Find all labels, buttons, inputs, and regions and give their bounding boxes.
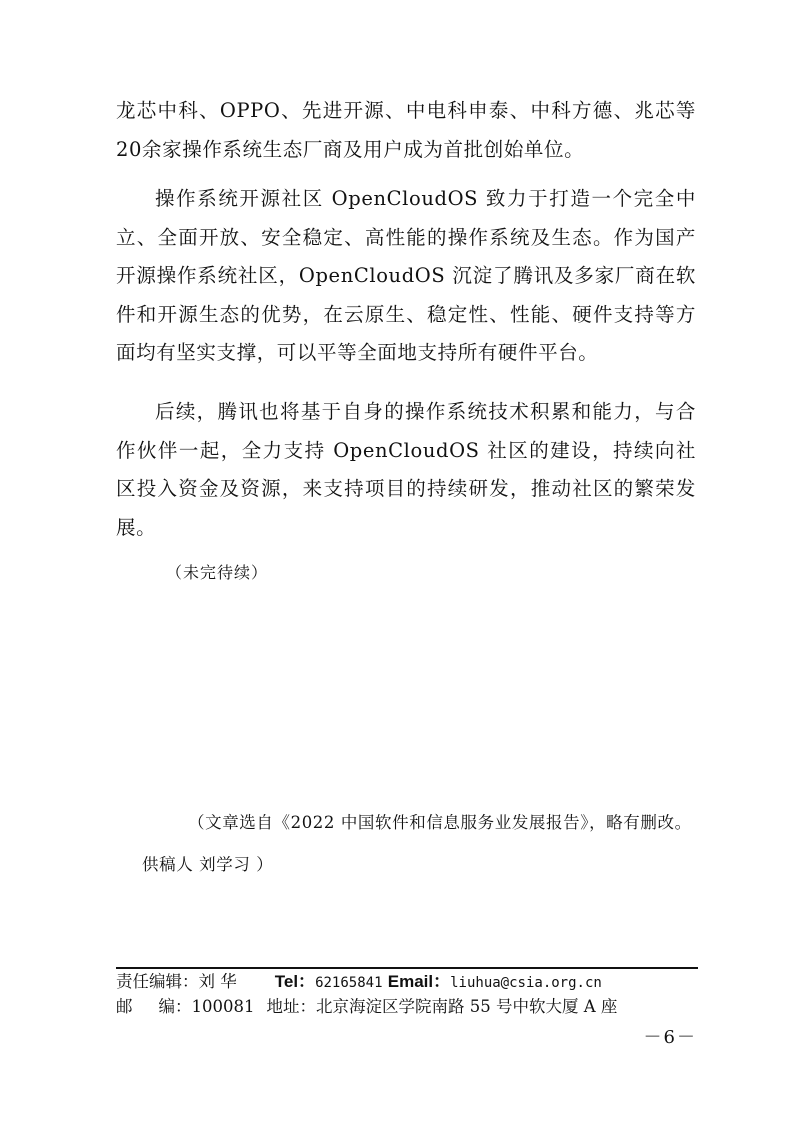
source-line-1: （文章选自《2022 中国软件和信息服务业发展报告》，略有删改。 xyxy=(188,813,692,832)
article-body xyxy=(116,92,696,169)
editor-label: 责任编辑： xyxy=(116,972,199,991)
paragraph-1: 龙芯中科、OPPO、先进开源、中电科申泰、中科方德、兆芯等20余家操作系统生态厂商及用户成为首批创始单位。 xyxy=(116,99,696,161)
to-be-continued: （未完待续） xyxy=(166,563,269,582)
source-line-2: 供稿人 刘学习 ） xyxy=(142,855,274,874)
footer-row-contact xyxy=(116,970,706,995)
address-value: 北京海淀区学院南路 55 号中软大厦 A 座 xyxy=(316,997,618,1016)
paragraph-2: 操作系统开源社区 OpenCloudOS 致力于打造一个完全中立、全面开放、安全稳定、高性能的操作系统及生态。作为国产开源操作系统社区，OpenCloudOS 沉淀了腾讯及多家厂商在软件和开源生态的优势，在云原生、稳定性、性能、硬件支持等方面均有坚实支撑，可以平等全面地支持所有硬件平台。 xyxy=(116,187,696,364)
paragraph-3: 后续，腾讯也将基于自身的操作系统技术积累和能力，与合作伙伴一起，全力支持 OpenCloudOS 社区的建设，持续向社区投入资金及资源，来支持项目的持续研发，推动社区的繁荣发展。 xyxy=(116,400,696,539)
footer xyxy=(116,970,706,1019)
email-link[interactable]: liuhua@csia.org.cn xyxy=(450,975,602,991)
article-body-2 xyxy=(116,180,696,373)
page-number: －6－ xyxy=(643,1027,697,1048)
postcode-value: 100081 xyxy=(191,997,255,1016)
source-note xyxy=(116,802,716,886)
email-label: Email： xyxy=(387,972,451,991)
footer-row-address xyxy=(116,995,706,1019)
postcode-label: 邮编： xyxy=(116,997,192,1016)
tel-value: 62165841 xyxy=(315,975,383,991)
editor-name: 刘 华 xyxy=(198,972,237,991)
address-label: 地址： xyxy=(266,997,316,1016)
tel-label: Tel： xyxy=(274,972,316,991)
footer-divider xyxy=(116,967,698,969)
article-body-3 xyxy=(116,393,696,547)
